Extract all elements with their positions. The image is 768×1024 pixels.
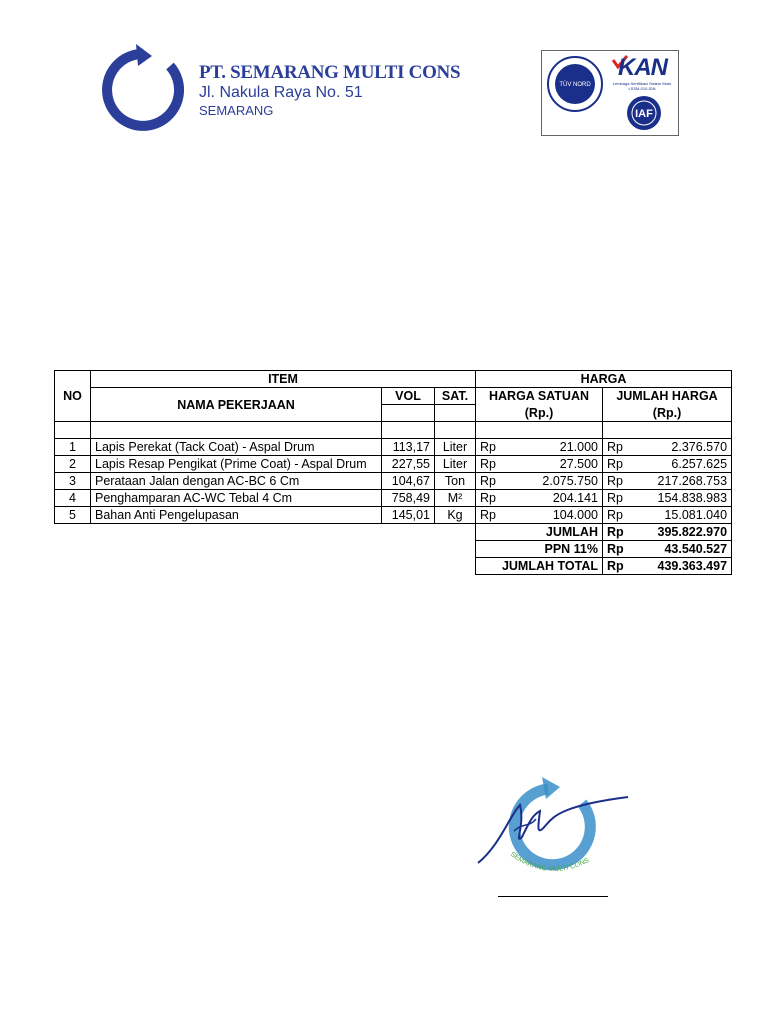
row-unit-price: 104.000	[499, 507, 603, 524]
company-address: Jl. Nakula Raya No. 51	[199, 84, 363, 101]
row-currency: Rp	[476, 439, 499, 456]
row-no: 2	[55, 456, 91, 473]
company-logo	[100, 44, 190, 136]
row-currency: Rp	[476, 473, 499, 490]
row-unit-price: 204.141	[499, 490, 603, 507]
tuv-nord-seal-icon	[546, 55, 604, 113]
row-total: 15.081.040	[629, 507, 732, 524]
row-vol: 113,17	[382, 439, 435, 456]
summary-currency: Rp	[603, 558, 629, 575]
row-no: 4	[55, 490, 91, 507]
header-unit-2: (Rp.)	[603, 405, 732, 422]
summary-row-ppn	[55, 541, 732, 558]
header-vol: VOL	[382, 388, 435, 405]
row-total: 6.257.625	[629, 456, 732, 473]
header-no: NO	[55, 371, 91, 422]
summary-label: JUMLAH TOTAL	[476, 558, 603, 575]
row-currency: Rp	[476, 456, 499, 473]
row-name: Lapis Perekat (Tack Coat) - Aspal Drum	[91, 439, 382, 456]
header-harga: HARGA	[476, 371, 732, 388]
row-name: Lapis Resap Pengikat (Prime Coat) - Aspal Drum	[91, 456, 382, 473]
row-currency: Rp	[603, 490, 629, 507]
price-table	[54, 370, 732, 575]
iaf-logo-icon	[626, 95, 662, 131]
row-name: Perataan Jalan dengan AC-BC 6 Cm	[91, 473, 382, 490]
row-no: 5	[55, 507, 91, 524]
summary-label: PPN 11%	[476, 541, 603, 558]
table-row	[55, 439, 732, 456]
row-vol: 758,49	[382, 490, 435, 507]
iaf-text: IAF	[635, 108, 653, 120]
header-sat-blank	[435, 405, 476, 422]
header-vol-blank	[382, 405, 435, 422]
table-row	[55, 456, 732, 473]
row-name: Penghamparan AC-WC Tebal 4 Cm	[91, 490, 382, 507]
row-total: 154.838.983	[629, 490, 732, 507]
header-jumlah-harga: JUMLAH HARGA	[603, 388, 732, 405]
row-sat: Liter	[435, 439, 476, 456]
signature-line	[498, 896, 608, 897]
row-currency: Rp	[603, 473, 629, 490]
summary-label: JUMLAH	[476, 524, 603, 541]
table-row	[55, 507, 732, 524]
summary-currency: Rp	[603, 524, 629, 541]
header-item: ITEM	[91, 371, 476, 388]
row-vol: 104,67	[382, 473, 435, 490]
row-total: 217.268.753	[629, 473, 732, 490]
summary-row-jumlah	[55, 524, 732, 541]
row-name: Bahan Anti Pengelupasan	[91, 507, 382, 524]
kan-logo-text: KAN	[618, 54, 667, 81]
header-sat: SAT.	[435, 388, 476, 405]
row-sat: M²	[435, 490, 476, 507]
table-row	[55, 473, 732, 490]
company-name: PT. SEMARANG MULTI CONS	[199, 62, 461, 83]
row-sat: Ton	[435, 473, 476, 490]
summary-value: 43.540.527	[629, 541, 732, 558]
summary-value: 395.822.970	[629, 524, 732, 541]
header-unit-1: (Rp.)	[476, 405, 603, 422]
stamp-text: SEMARANG MULTI CONS	[508, 850, 591, 874]
row-unit-price: 2.075.750	[499, 473, 603, 490]
row-no: 1	[55, 439, 91, 456]
row-unit-price: 27.500	[499, 456, 603, 473]
company-stamp-signature	[470, 775, 640, 885]
header-row-1	[55, 371, 732, 388]
row-currency: Rp	[603, 439, 629, 456]
company-city: SEMARANG	[199, 103, 274, 118]
row-total: 2.376.570	[629, 439, 732, 456]
summary-currency: Rp	[603, 541, 629, 558]
row-sat: Liter	[435, 456, 476, 473]
row-unit-price: 21.000	[499, 439, 603, 456]
summary-row-total	[55, 558, 732, 575]
kan-subtitle: Lembaga Sertifikasi Sistem Mutu LSSM-010-IDN	[612, 81, 672, 91]
summary-value: 439.363.497	[629, 558, 732, 575]
header-harga-satuan: HARGA SATUAN	[476, 388, 603, 405]
spacer-row	[55, 422, 732, 439]
row-currency: Rp	[476, 490, 499, 507]
row-currency: Rp	[476, 507, 499, 524]
row-sat: Kg	[435, 507, 476, 524]
header-row-2	[55, 388, 732, 405]
seal-text: TÜV NORD	[559, 82, 591, 88]
row-vol: 227,55	[382, 456, 435, 473]
table-row	[55, 490, 732, 507]
row-no: 3	[55, 473, 91, 490]
header-nama-pekerjaan: NAMA PEKERJAAN	[91, 388, 382, 422]
certification-badge	[541, 50, 679, 136]
row-currency: Rp	[603, 456, 629, 473]
row-currency: Rp	[603, 507, 629, 524]
row-vol: 145,01	[382, 507, 435, 524]
